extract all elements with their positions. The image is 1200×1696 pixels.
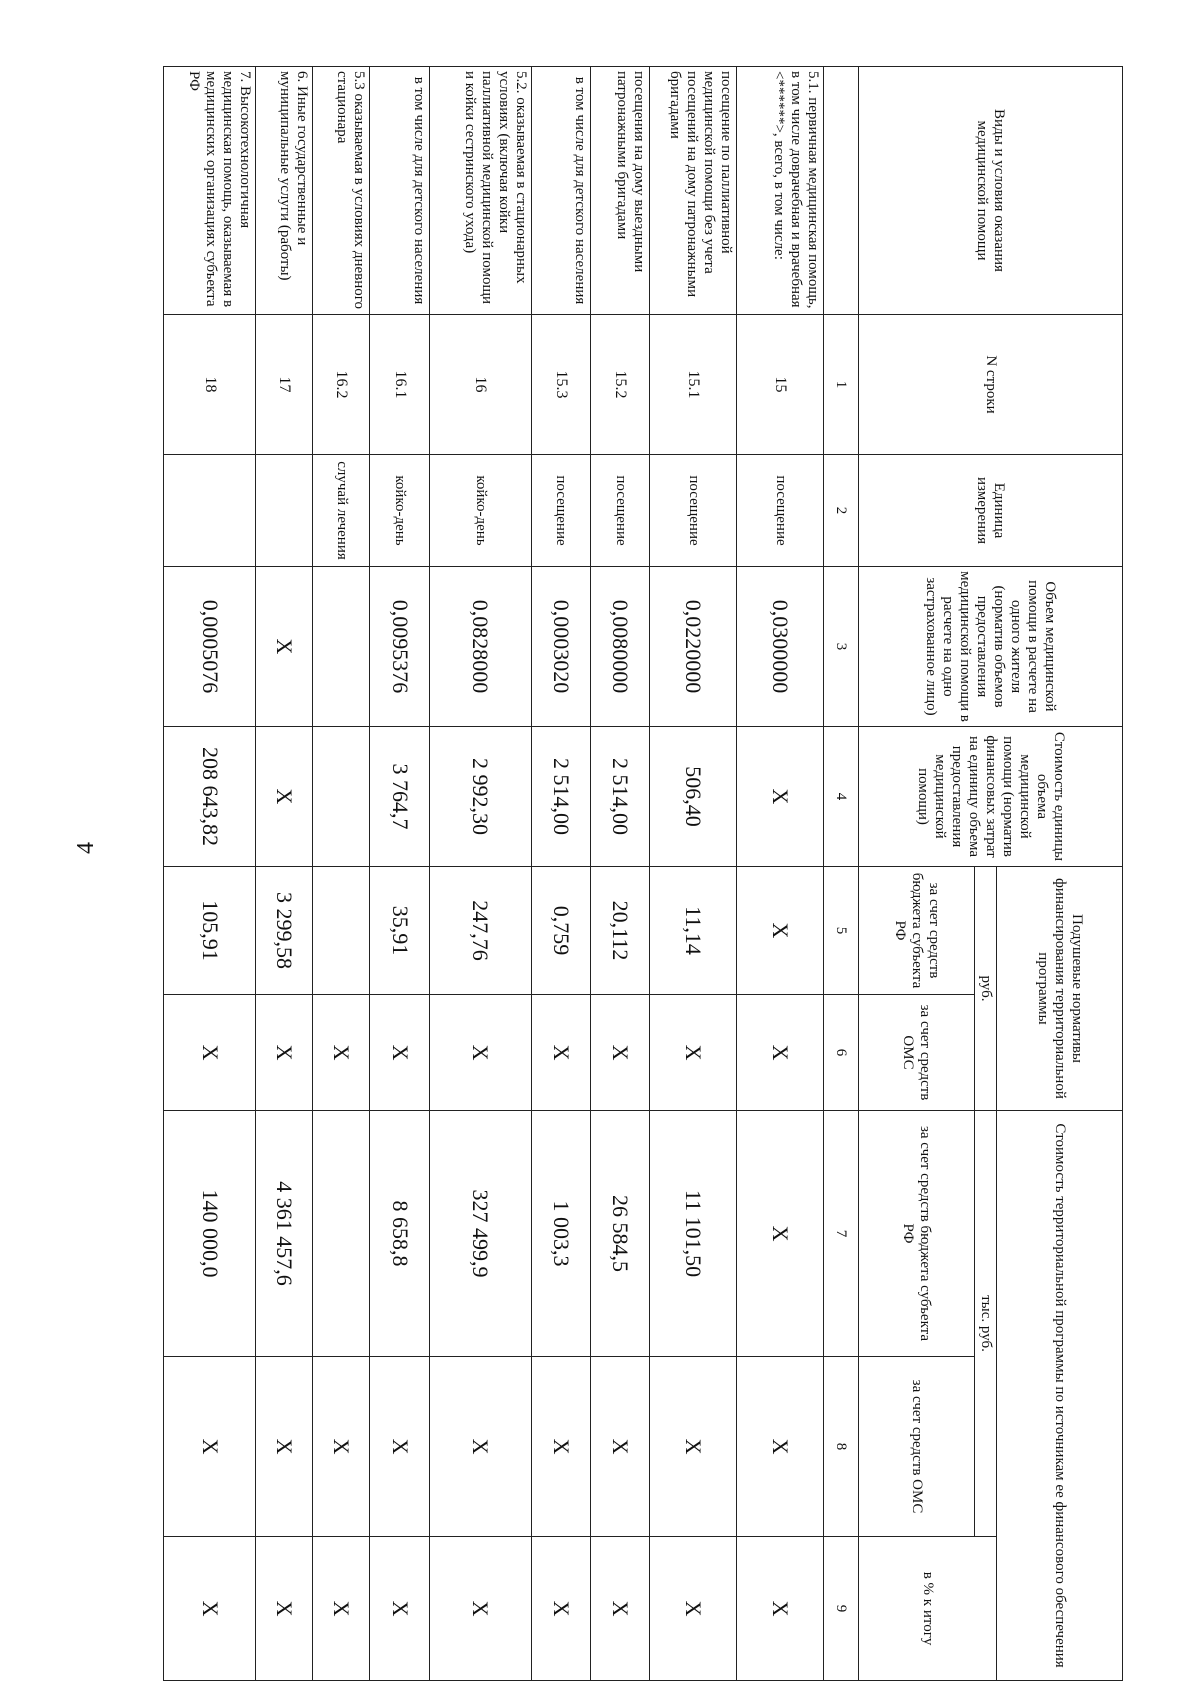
column-number: 5 [824,867,859,995]
row-unit: посещение [591,455,650,567]
row-unit-cost: 506,40 [650,727,737,867]
header-per-capita-budget: за счет средств бюджета субъекта РФ [859,867,975,995]
row-per-capita-oms: X [164,995,256,1111]
column-number: 8 [824,1357,859,1537]
row-unit: случай лечения [313,455,370,567]
column-number: 4 [824,727,859,867]
row-per-capita-budget: X [737,867,824,995]
row-volume: 0,0003020 [531,567,590,727]
row-unit-cost: X [256,727,313,867]
table-row [370,67,429,1681]
row-percent: X [370,1537,429,1681]
row-unit [164,455,256,567]
row-volume: 0,0220000 [650,567,737,727]
row-cost-budget: 26 584,5 [591,1111,650,1357]
row-line-number: 15.3 [531,315,590,455]
row-cost-oms: X [531,1357,590,1537]
table-body [164,67,824,1681]
header-cost-budget: за счет средств бюджета субъекта РФ [859,1111,975,1357]
row-name: посещения на дому выездными патронажными бригадами [591,67,650,315]
row-unit: койко-день [370,455,429,567]
row-percent: X [313,1537,370,1681]
row-per-capita-budget: 3 299,58 [256,867,313,995]
row-unit-cost: 2 514,00 [591,727,650,867]
header-kinds: Виды и условия оказания медицинской помощи [859,67,1123,315]
row-cost-oms: X [256,1357,313,1537]
table-row [591,67,650,1681]
row-name: в том числе для детского населения [370,67,429,315]
row-volume [313,567,370,727]
row-volume: X [256,567,313,727]
column-number [824,67,859,315]
row-cost-oms: X [313,1357,370,1537]
header-unit-cost: Стоимость единицы объема медицинской помощи (норматив финансовых затрат на единицу объема предоставления медицинской помощи) [859,727,1123,867]
header-rub: руб. [975,867,997,1111]
row-name: 5.3 оказываемая в условиях дневного стационара [313,67,370,315]
row-volume: 0,0095376 [370,567,429,727]
header-cost-oms: за счет средств ОМС [859,1357,975,1537]
column-number-row [824,67,859,1681]
header-percent: в % к итогу [859,1537,997,1681]
row-cost-budget: X [737,1111,824,1357]
row-cost-budget: 11 101,50 [650,1111,737,1357]
page-number: 4 [73,842,99,854]
row-unit: посещение [737,455,824,567]
header-per-capita-oms: за счет средств ОМС [859,995,975,1111]
row-cost-budget: 8 658,8 [370,1111,429,1357]
column-number: 9 [824,1537,859,1681]
row-line-number: 18 [164,315,256,455]
row-per-capita-oms: X [256,995,313,1111]
row-cost-oms: X [737,1357,824,1537]
header-per-capita: Подушевые нормативы финансирования территориальной программы [997,867,1123,1111]
row-unit-cost: 3 764,7 [370,727,429,867]
row-percent: X [591,1537,650,1681]
table-row [256,67,313,1681]
row-unit: койко-день [429,455,531,567]
row-per-capita-budget: 20,112 [591,867,650,995]
row-volume: 0,0080000 [591,567,650,727]
row-name: 5.2. оказываемая в стационарных условиях (включая койки паллиативной медицинской помощи и койки сестринского ухода) [429,67,531,315]
header-unit: Единица измерения [859,455,1123,567]
row-unit-cost [313,727,370,867]
row-line-number: 16.1 [370,315,429,455]
table-row [531,67,590,1681]
table-row [313,67,370,1681]
row-per-capita-budget: 105,91 [164,867,256,995]
row-percent: X [737,1537,824,1681]
row-cost-budget: 327 499,9 [429,1111,531,1357]
row-per-capita-oms: X [591,995,650,1111]
table-row [164,67,256,1681]
row-unit-cost: 208 643,82 [164,727,256,867]
row-cost-oms: X [650,1357,737,1537]
row-per-capita-budget [313,867,370,995]
row-name: 7. Высокотехнологичная медицинская помощь, оказываемая в медицинских организациях субъекта РФ [164,67,256,315]
column-number: 3 [824,567,859,727]
row-volume: 0,0300000 [737,567,824,727]
row-per-capita-oms: X [429,995,531,1111]
row-line-number: 15 [737,315,824,455]
row-name: посещение по паллиативной медицинской помощи без учета посещений на дому патронажными бригадами [650,67,737,315]
row-percent: X [256,1537,313,1681]
row-cost-oms: X [164,1357,256,1537]
row-cost-oms: X [429,1357,531,1537]
row-per-capita-budget: 11,14 [650,867,737,995]
row-cost-oms: X [591,1357,650,1537]
row-per-capita-budget: 247,76 [429,867,531,995]
row-unit-cost: 2 992,30 [429,727,531,867]
row-per-capita-oms: X [737,995,824,1111]
table-row [650,67,737,1681]
row-per-capita-budget: 35,91 [370,867,429,995]
row-percent: X [164,1537,256,1681]
row-line-number: 16.2 [313,315,370,455]
row-cost-budget: 140 000,0 [164,1111,256,1357]
row-line-number: 17 [256,315,313,455]
row-line-number: 16 [429,315,531,455]
table-row [429,67,531,1681]
row-cost-budget [313,1111,370,1357]
row-per-capita-oms: X [650,995,737,1111]
table-row [737,67,824,1681]
row-percent: X [650,1537,737,1681]
row-unit-cost: X [737,727,824,867]
row-cost-budget: 1 003,3 [531,1111,590,1357]
header-volume: Объем медицинской помощи в расчете на одного жителя (норматив объемов предоставления медицинской помощи в расчете на одно застрахованное лицо) [859,567,1123,727]
financing-table [163,66,1123,1681]
column-number: 2 [824,455,859,567]
row-percent: X [531,1537,590,1681]
row-per-capita-budget: 0,759 [531,867,590,995]
column-number: 1 [824,315,859,455]
rotated-table-container [163,66,1123,1680]
row-name: 6. Иные государственные и муниципальные услуги (работы) [256,67,313,315]
row-cost-budget: 4 361 457,6 [256,1111,313,1357]
row-per-capita-oms: X [370,995,429,1111]
row-percent: X [429,1537,531,1681]
row-name: в том числе для детского населения [531,67,590,315]
column-number: 6 [824,995,859,1111]
row-cost-oms: X [370,1357,429,1537]
row-unit-cost: 2 514,00 [531,727,590,867]
header-program-cost: Стоимость территориальной программы по источникам ее финансового обеспечения [997,1111,1123,1681]
row-per-capita-oms: X [531,995,590,1111]
table-header [824,67,1123,1681]
row-unit: посещение [531,455,590,567]
row-line-number: 15.1 [650,315,737,455]
row-unit: посещение [650,455,737,567]
row-line-number: 15.2 [591,315,650,455]
row-name: 5.1. первичная медицинская помощь, в том числе доврачебная и врачебная <******>, всего, в том числе: [737,67,824,315]
header-line-number: N строки [859,315,1123,455]
column-number: 7 [824,1111,859,1357]
header-thous-rub: тыс. руб. [975,1111,997,1537]
row-per-capita-oms: X [313,995,370,1111]
row-unit [256,455,313,567]
row-volume: 0,0828000 [429,567,531,727]
row-volume: 0,0005076 [164,567,256,727]
